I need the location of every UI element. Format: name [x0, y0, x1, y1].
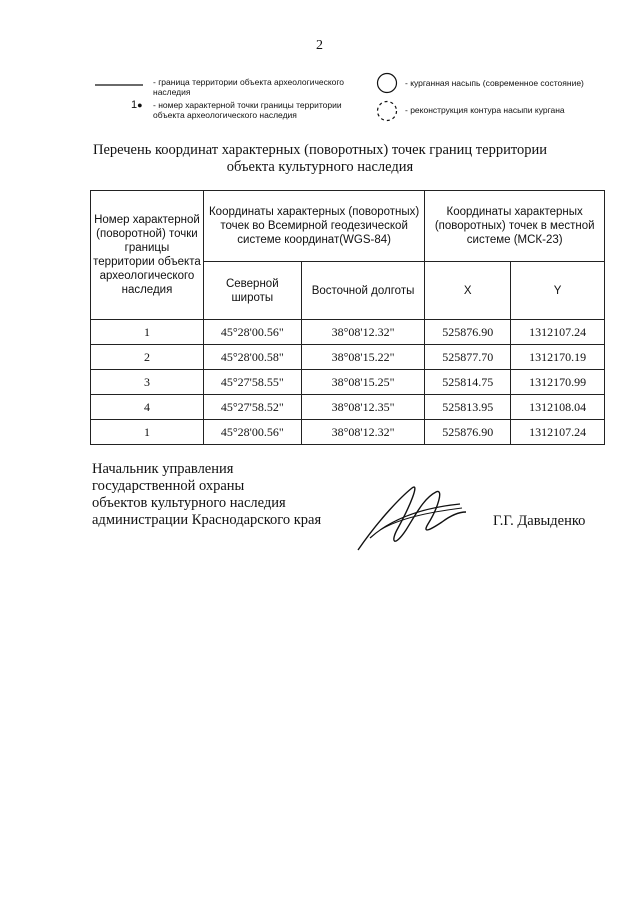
- dashed-circle-icon: [376, 100, 398, 122]
- point-number-marker: 1: [131, 99, 138, 111]
- header-latitude: Северной широты: [203, 262, 301, 320]
- title-line-1: Перечень координат характерных (поворотных) точек границ территории: [92, 142, 548, 158]
- cell-longitude: 38°08'12.35": [301, 395, 425, 420]
- table-row: [91, 370, 605, 395]
- signatory-position: [92, 461, 321, 529]
- cell-x: 525877.70: [425, 345, 511, 370]
- cell-longitude: 38°08'12.32": [301, 320, 425, 345]
- table-row: [91, 320, 605, 345]
- cell-y: 1312170.19: [511, 345, 605, 370]
- cell-latitude: 45°27'58.52": [203, 395, 301, 420]
- signatory-line-3: объектов культурного наследия: [92, 495, 286, 511]
- cell-longitude: 38°08'15.22": [301, 345, 425, 370]
- cell-y: 1312170.99: [511, 370, 605, 395]
- signatory-line-4: администрации Краснодарского края: [92, 512, 322, 528]
- table-row: [91, 345, 605, 370]
- cell-x: 525814.75: [425, 370, 511, 395]
- cell-latitude: 45°28'00.56": [203, 420, 301, 445]
- cell-y: 1312107.24: [511, 420, 605, 445]
- legend-mound-text: - курганная насыпь (современное состояние): [405, 78, 584, 88]
- table-row: [91, 395, 605, 420]
- title-line-2: объекта культурного наследия: [226, 159, 414, 175]
- cell-point: 1: [91, 420, 204, 445]
- header-x: X: [425, 262, 511, 320]
- cell-latitude: 45°28'00.56": [203, 320, 301, 345]
- header-y: Y: [511, 262, 605, 320]
- cell-y: 1312107.24: [511, 320, 605, 345]
- legend-point-text: - номер характерной точки границы территории объекта археологического наследия: [153, 100, 342, 120]
- cell-x: 525876.90: [425, 420, 511, 445]
- signatory-line-1: Начальник управления: [92, 461, 234, 477]
- cell-latitude: 45°27'58.55": [203, 370, 301, 395]
- header-wgs84: Координаты характерных (поворотных) точек во Всемирной геодезической системе координат(WGS-84): [203, 191, 424, 262]
- coordinates-table: [90, 190, 605, 445]
- cell-point: 2: [91, 345, 204, 370]
- header-msk23: Координаты характерных (поворотных) точек в местной системе (МСК-23): [425, 191, 605, 262]
- document-title: [30, 142, 610, 176]
- cell-latitude: 45°28'00.58": [203, 345, 301, 370]
- signatory-line-2: государственной охраны: [92, 478, 245, 494]
- numbered-point-icon: 1●: [131, 99, 143, 111]
- cell-point: 3: [91, 370, 204, 395]
- cell-x: 525813.95: [425, 395, 511, 420]
- header-longitude: Восточной долготы: [301, 262, 425, 320]
- signatory-name: Г.Г. Давыденко: [493, 513, 586, 529]
- cell-point: 1: [91, 320, 204, 345]
- cell-longitude: 38°08'15.25": [301, 370, 425, 395]
- legend-boundary-text: - граница территории объекта археологического наследия: [153, 77, 345, 97]
- cell-x: 525876.90: [425, 320, 511, 345]
- handwritten-signature: [350, 478, 470, 558]
- solid-circle-icon: [376, 72, 398, 94]
- table-row: [91, 420, 605, 445]
- page-number: 2: [316, 38, 323, 53]
- legend-reconstruction-text: - реконструкция контура насыпи кургана: [405, 105, 565, 115]
- solid-line-icon: [95, 82, 143, 88]
- cell-point: 4: [91, 395, 204, 420]
- cell-y: 1312108.04: [511, 395, 605, 420]
- header-point-number: Номер характерной (поворотной) точки границы территории объекта археологического наследия: [91, 191, 204, 320]
- cell-longitude: 38°08'12.32": [301, 420, 425, 445]
